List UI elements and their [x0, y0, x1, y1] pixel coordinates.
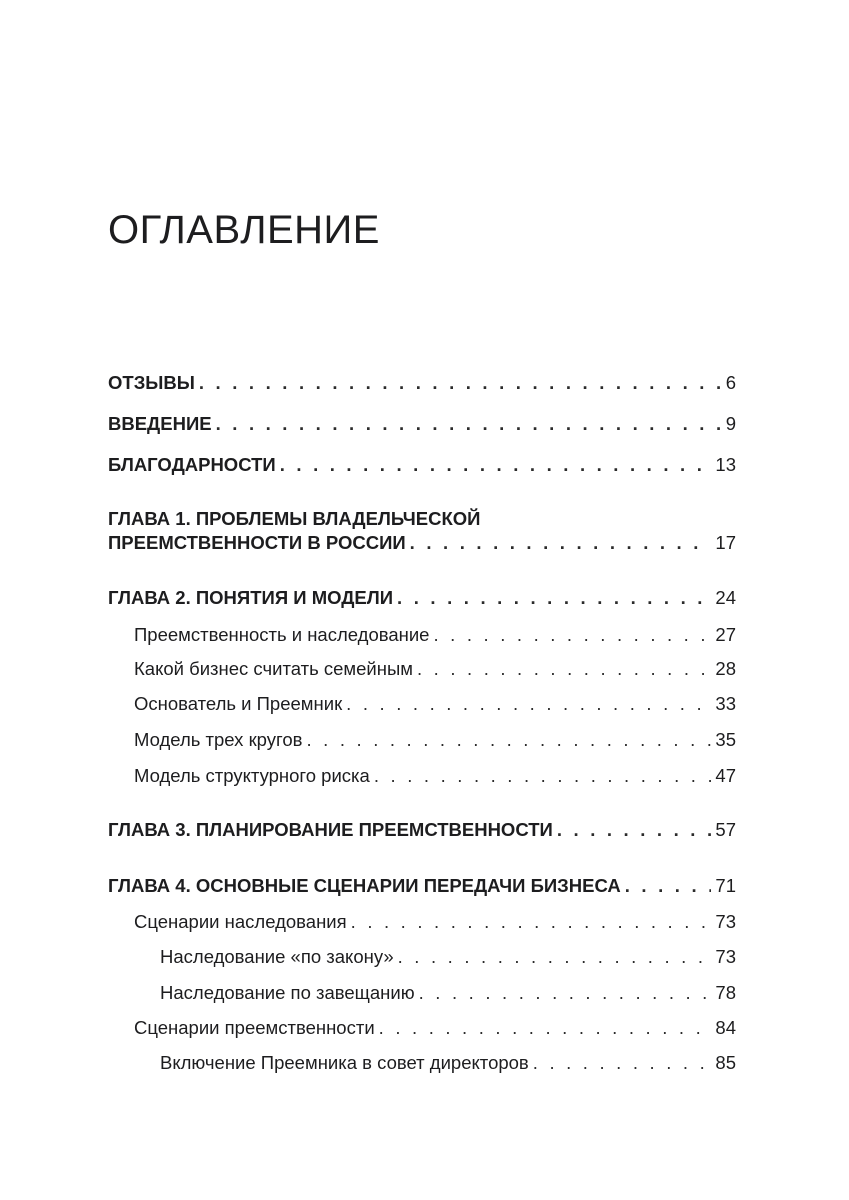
- toc-page-number: 6: [725, 372, 736, 393]
- toc-entry-chapter-1[interactable]: [108, 507, 736, 555]
- toc-page-number: 28: [715, 658, 736, 679]
- toc-entry-three-circles[interactable]: [108, 728, 736, 752]
- toc-entry-chapter-4[interactable]: [108, 874, 736, 898]
- page-title: ОГЛАВЛЕНИЕ: [108, 208, 380, 252]
- toc-entry-label: ГЛАВА 3. ПЛАНИРОВАНИЕ ПРЕЕМСТВЕННОСТИ: [108, 819, 553, 840]
- toc-entry-successor-board[interactable]: [108, 1051, 736, 1075]
- toc-entry-label: Преемственность и наследование: [134, 624, 430, 645]
- dot-leader: [398, 945, 712, 969]
- dot-leader: [379, 1016, 712, 1040]
- toc-entry-label: Включение Преемника в совет директоров: [160, 1052, 529, 1073]
- toc-entry-label: ВВЕДЕНИЕ: [108, 413, 212, 434]
- toc-entry-label-line2: ПРЕЕМСТВЕННОСТИ В РОССИИ: [108, 532, 406, 553]
- dot-leader: [625, 874, 712, 898]
- toc-page-number: 84: [715, 1017, 736, 1038]
- toc-entry-label: Наследование по завещанию: [160, 982, 415, 1003]
- toc-page-number: 73: [715, 911, 736, 932]
- toc-entry-label: Основатель и Преемник: [134, 693, 343, 714]
- dot-leader: [533, 1051, 712, 1075]
- toc-page-number: 57: [715, 819, 736, 840]
- toc-entry-introduction[interactable]: [108, 412, 736, 436]
- toc-entry-label: Сценарии преемственности: [134, 1017, 375, 1038]
- toc-entry-label: Модель трех кругов: [134, 729, 303, 750]
- toc-entry-label: ОТЗЫВЫ: [108, 372, 195, 393]
- toc-entry-inheritance-by-will[interactable]: [108, 981, 736, 1005]
- dot-leader: [419, 981, 712, 1005]
- toc-entry-label: ГЛАВА 4. ОСНОВНЫЕ СЦЕНАРИИ ПЕРЕДАЧИ БИЗНЕСА: [108, 875, 621, 896]
- toc-entry-label: ГЛАВА 2. ПОНЯТИЯ И МОДЕЛИ: [108, 587, 394, 608]
- dot-leader: [216, 412, 722, 436]
- toc-page-number: 17: [715, 532, 736, 553]
- dot-leader: [351, 910, 712, 934]
- toc-entry-family-business[interactable]: [108, 657, 736, 681]
- toc-entry-label-line1: ГЛАВА 1. ПРОБЛЕМЫ ВЛАДЕЛЬЧЕСКОЙ: [108, 508, 481, 529]
- toc-page-number: 33: [715, 693, 736, 714]
- toc-page-number: 27: [715, 624, 736, 645]
- toc-entry-succession-scenarios[interactable]: [108, 1016, 736, 1040]
- dot-leader: [374, 764, 712, 788]
- dot-leader: [280, 453, 712, 477]
- toc-entry-founder-successor[interactable]: [108, 692, 736, 716]
- toc-page-number: 85: [715, 1052, 736, 1073]
- toc-page-number: 13: [715, 454, 736, 475]
- toc-entry-label: Модель структурного риска: [134, 765, 370, 786]
- dot-leader: [433, 623, 711, 647]
- dot-leader: [199, 371, 722, 395]
- toc-entry-inheritance-scenarios[interactable]: [108, 910, 736, 934]
- dot-leader: [557, 818, 712, 842]
- toc-entry-label: БЛАГОДАРНОСТИ: [108, 454, 276, 475]
- toc-entry-label: Какой бизнес считать семейным: [134, 658, 413, 679]
- toc-page-number: 35: [715, 729, 736, 750]
- toc-page-number: 73: [715, 946, 736, 967]
- toc-entry-inheritance-by-law[interactable]: [108, 945, 736, 969]
- toc-page-number: 24: [715, 587, 736, 608]
- toc-entry-acknowledgements[interactable]: [108, 453, 736, 477]
- dot-leader: [397, 586, 711, 610]
- toc-entry-chapter-3[interactable]: [108, 818, 736, 842]
- toc-page-number: 71: [715, 875, 736, 896]
- toc-entry-chapter-2[interactable]: [108, 586, 736, 610]
- toc-entry-succession-inheritance[interactable]: [108, 623, 736, 647]
- toc-entry-structural-risk[interactable]: [108, 764, 736, 788]
- toc-entry-label: Сценарии наследования: [134, 911, 347, 932]
- dot-leader: [346, 692, 711, 716]
- toc-entry-label: Наследование «по закону»: [160, 946, 394, 967]
- toc-page-number: 78: [715, 982, 736, 1003]
- dot-leader: [417, 657, 711, 681]
- dot-leader: [410, 531, 712, 555]
- dot-leader: [306, 728, 711, 752]
- toc-page-number: 9: [725, 413, 736, 434]
- toc-page-number: 47: [715, 765, 736, 786]
- toc-entry-reviews[interactable]: [108, 371, 736, 395]
